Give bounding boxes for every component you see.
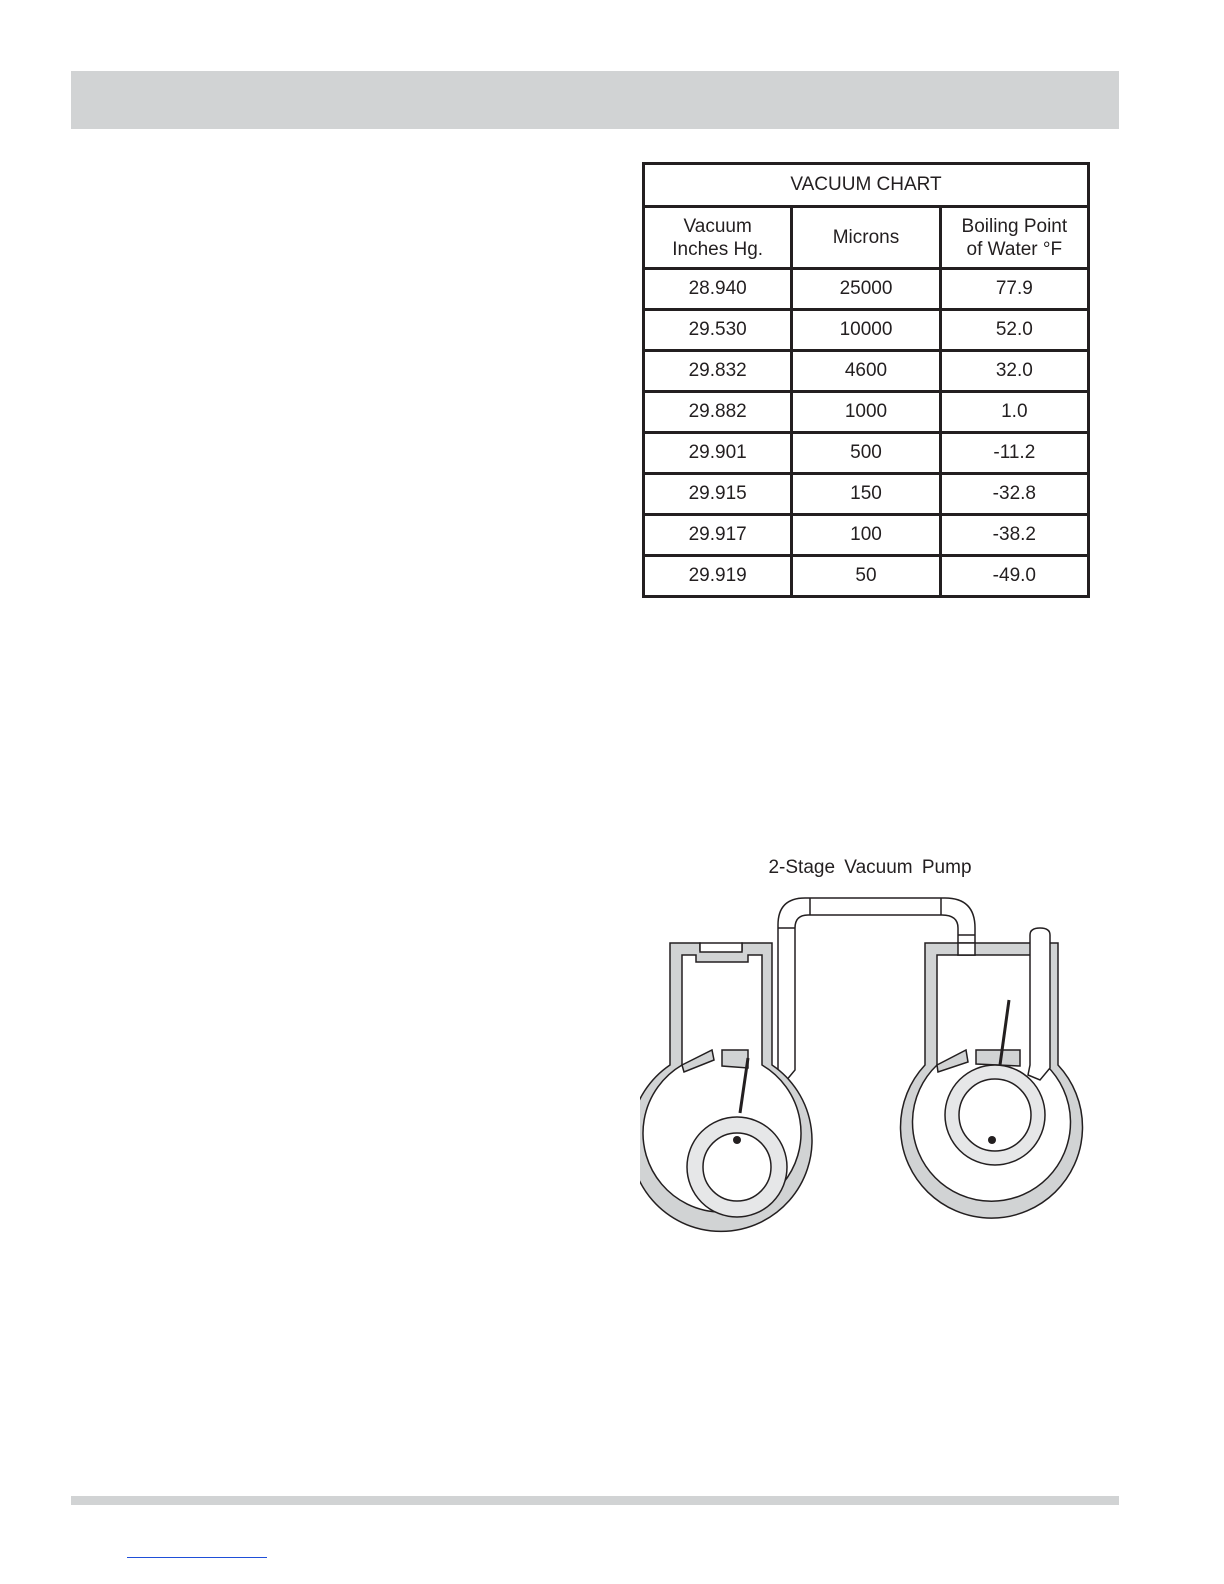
stage-two-exhaust-pipe	[1028, 928, 1050, 1080]
cell-boiling: -38.2	[940, 514, 1088, 555]
cell-vacuum: 29.832	[644, 351, 792, 392]
header-boiling-line1: Boiling Point	[961, 215, 1068, 237]
vacuum-chart-table	[642, 162, 1090, 598]
table-row	[644, 555, 1089, 596]
table-row	[644, 269, 1089, 310]
table-row	[644, 514, 1089, 555]
cell-microns: 50	[792, 555, 940, 596]
cell-vacuum: 29.917	[644, 514, 792, 555]
cell-vacuum: 29.901	[644, 433, 792, 474]
footer-link-underline	[127, 1557, 267, 1558]
cell-microns: 1000	[792, 392, 940, 433]
pump-stage-two	[901, 928, 1083, 1218]
cell-vacuum: 29.882	[644, 392, 792, 433]
table-row	[644, 474, 1089, 515]
vacuum-chart-title: VACUUM CHART	[644, 164, 1089, 207]
cell-boiling: 1.0	[940, 392, 1088, 433]
table-row	[644, 392, 1089, 433]
header-microns: Microns	[792, 207, 940, 269]
two-stage-vacuum-pump-diagram	[640, 850, 1100, 1240]
cell-boiling: -11.2	[940, 433, 1088, 474]
page-footer-rule	[71, 1496, 1119, 1505]
stage-one-partition-left	[682, 1050, 714, 1072]
header-boiling-line2: of Water °F	[966, 238, 1063, 260]
cell-boiling: 32.0	[940, 351, 1088, 392]
cell-microns: 4600	[792, 351, 940, 392]
header-vacuum-line1: Vacuum	[683, 215, 752, 237]
stage-two-inlet	[958, 943, 975, 955]
cell-vacuum: 29.919	[644, 555, 792, 596]
stage-two-partition-right	[976, 1050, 1020, 1066]
cell-boiling: 52.0	[940, 310, 1088, 351]
cell-microns: 25000	[792, 269, 940, 310]
diagram-title: 2-Stage Vacuum Pump	[768, 857, 972, 878]
table-row	[644, 433, 1089, 474]
stage-two-shaft	[988, 1136, 996, 1144]
cell-microns: 100	[792, 514, 940, 555]
cell-microns: 150	[792, 474, 940, 515]
page-header-bar	[71, 71, 1119, 129]
table-row	[644, 310, 1089, 351]
cell-boiling: -32.8	[940, 474, 1088, 515]
header-vacuum-inches	[644, 207, 792, 269]
connecting-pipe	[778, 898, 975, 1082]
cell-boiling: 77.9	[940, 269, 1088, 310]
stage-one-partition-right	[722, 1050, 748, 1068]
cell-vacuum: 28.940	[644, 269, 792, 310]
stage-one-shaft	[733, 1136, 741, 1144]
header-boiling-point	[940, 207, 1088, 269]
header-vacuum-line2: Inches Hg.	[672, 238, 764, 260]
stage-two-partition-left	[937, 1050, 968, 1072]
cell-boiling: -49.0	[940, 555, 1088, 596]
cell-microns: 10000	[792, 310, 940, 351]
cell-microns: 500	[792, 433, 940, 474]
table-row	[644, 351, 1089, 392]
stage-one-slot	[700, 943, 742, 952]
cell-vacuum: 29.915	[644, 474, 792, 515]
cell-vacuum: 29.530	[644, 310, 792, 351]
